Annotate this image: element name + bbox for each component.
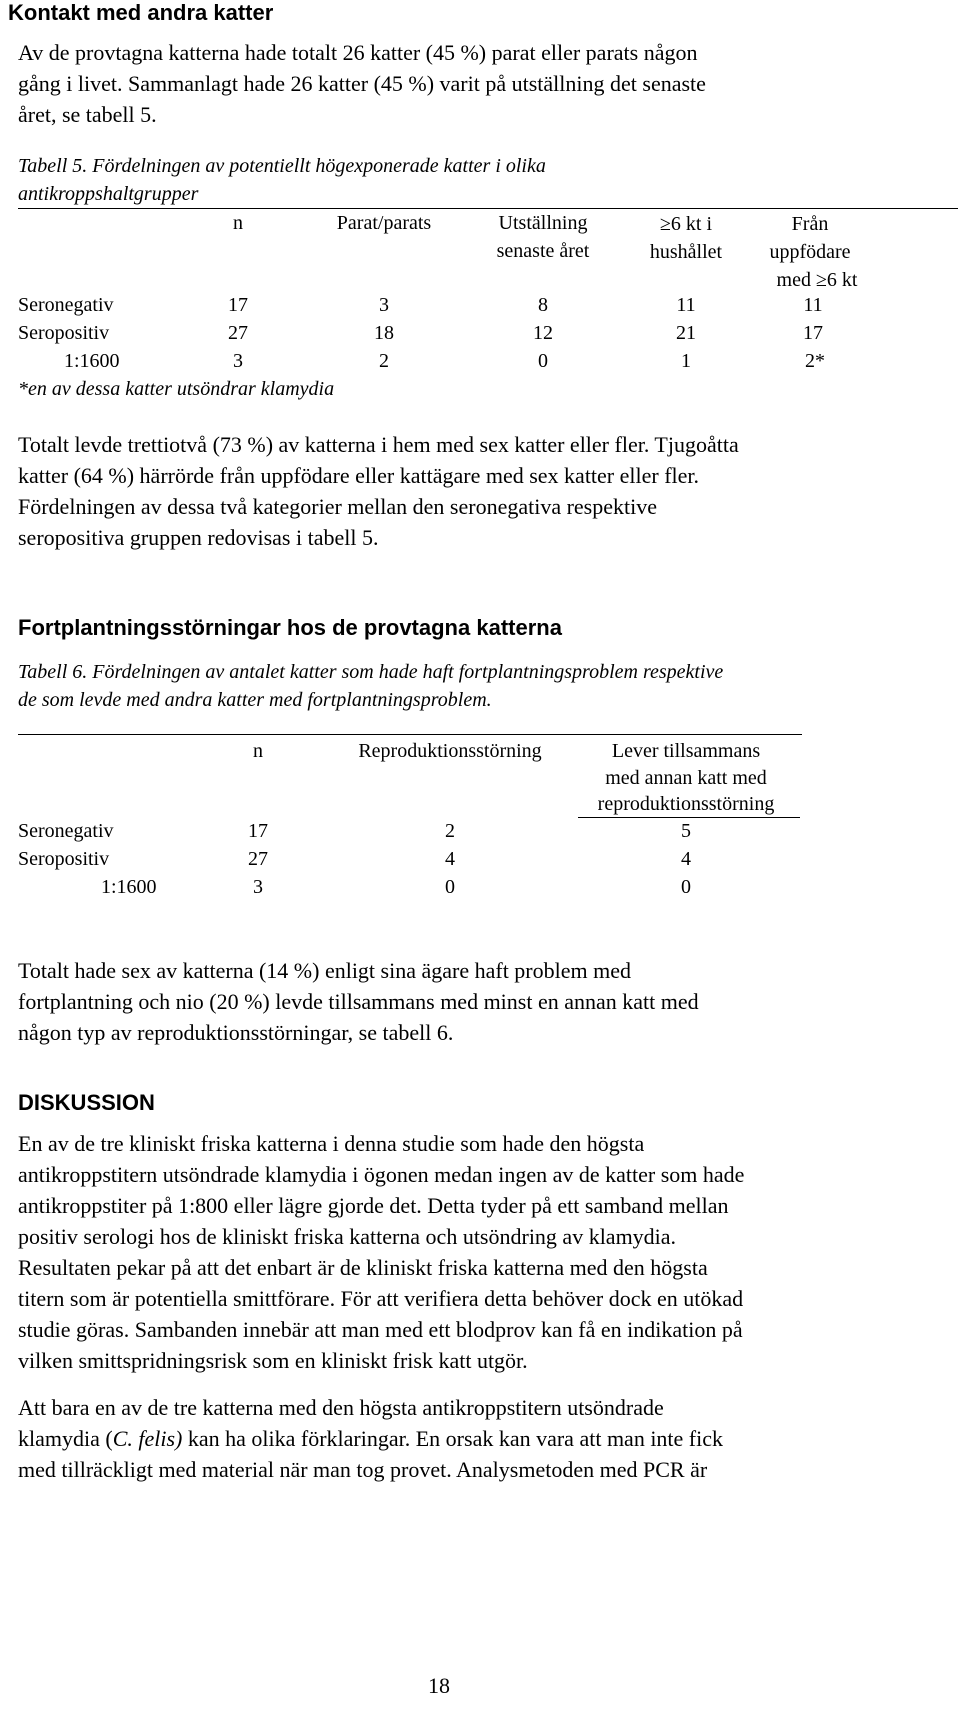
table5-cell: 12 — [533, 322, 553, 344]
table6-cell: 4 — [681, 848, 691, 870]
paragraph-diskussion-2 — [18, 1392, 723, 1485]
caption-line: Tabell 6. Fördelningen av antalet katter som hade haft fortplantningsproblem respektive — [18, 661, 724, 683]
table5-cell: 2* — [805, 350, 825, 372]
table6-cell: 3 — [253, 876, 263, 898]
table5-header-hush-1: ≥6 kt i — [659, 213, 713, 235]
table5-cell: 17 — [803, 322, 823, 344]
table6-header-lever-2: med annan katt med — [605, 767, 767, 789]
table6-row-label: Seronegativ — [18, 820, 114, 842]
table6-row-label: 1:1600 — [101, 876, 157, 898]
text-line: titern som är potentiella smittförare. För att verifiera detta behöver dock en utökad — [18, 1286, 744, 1311]
table5-cell: 3 — [233, 350, 243, 372]
table5-cell: 21 — [676, 322, 696, 344]
text-line: vilken smittspridningsrisk som en kliniskt frisk katt utgör. — [18, 1348, 528, 1373]
table5-caption — [18, 152, 546, 208]
text-segment: kan ha olika förklaringar. En orsak kan vara att man inte fick — [182, 1426, 724, 1451]
text-line: fortplantning och nio (20 %) levde tillsammans med minst en annan katt med — [18, 989, 699, 1014]
table6-cell: 0 — [445, 876, 455, 898]
text-line: Resultaten pekar på att det enbart är de kliniskt friska katterna med den högsta — [18, 1255, 708, 1280]
text-line: Totalt levde trettiotvå (73 %) av katterna i hem med sex katter eller fler. Tjugoåtta — [18, 432, 739, 457]
text-line: Att bara en av de tre katterna med den högsta antikroppstitern utsöndrade — [18, 1395, 664, 1420]
species-name: C. felis) — [112, 1426, 183, 1451]
table5-row-label: Seropositiv — [18, 322, 110, 344]
table6-cell: 5 — [681, 820, 691, 842]
table5-top-rule — [18, 208, 958, 209]
table5-footnote: *en av dessa katter utsöndrar klamydia — [18, 378, 335, 400]
text-line: antikroppstiter på 1:800 eller lägre gjorde det. Detta tyder på ett samband mellan — [18, 1193, 729, 1218]
table6-caption — [18, 658, 723, 714]
text-line: gång i livet. Sammanlagt hade 26 katter (45 %) varit på utställning det senaste — [18, 71, 706, 96]
table5-cell: 8 — [538, 294, 548, 316]
table6-cell: 17 — [248, 820, 268, 842]
table5-cell: 1 — [681, 350, 691, 372]
table6-cell: 2 — [445, 820, 455, 842]
table5-cell: 11 — [803, 294, 823, 316]
table6-cell: 0 — [681, 876, 691, 898]
page-number: 18 — [428, 1673, 450, 1698]
text-line: positiv serologi hos de kliniskt friska katterna och utsöndring av klamydia. — [18, 1224, 677, 1249]
section-heading-diskussion: DISKUSSION — [18, 1090, 155, 1115]
section-heading-kontakt: Kontakt med andra katter — [8, 0, 274, 25]
table6-top-rule — [18, 734, 802, 735]
text-segment: klamydia ( — [18, 1426, 113, 1451]
table5-cell: 27 — [228, 322, 248, 344]
text-line: En av de tre kliniskt friska katterna i denna studie som hade den högsta — [18, 1131, 645, 1156]
table5-cell: 0 — [538, 350, 548, 372]
text-line: med tillräckligt med material när man tog provet. Analysmetoden med PCR är — [18, 1457, 708, 1482]
table5-header-fran-3: med ≥6 kt — [776, 269, 858, 291]
table6-header-lever-1: Lever tillsammans — [611, 740, 761, 762]
text-line: Fördelningen av dessa två kategorier mellan den seronegativa respektive — [18, 494, 657, 519]
text-line: studie göras. Sambanden innebär att man med ett blodprov kan få en indikation på — [18, 1317, 743, 1342]
table6-header-underline — [578, 817, 800, 818]
table5-cell: 3 — [379, 294, 389, 316]
table5-header-fran-2: uppfödare — [769, 241, 851, 263]
table6-header-lever-3: reproduktionsstörning — [597, 793, 775, 815]
table6-row-label: Seropositiv — [18, 848, 110, 870]
table6-cell: 27 — [248, 848, 268, 870]
text-line: Totalt hade sex av katterna (14 %) enligt sina ägare haft problem med — [18, 958, 632, 983]
table6-header-n: n — [253, 740, 263, 762]
caption-line: de som levde med andra katter med fortplantningsproblem. — [18, 689, 492, 711]
paragraph-totalt-levde — [18, 429, 739, 553]
table5-row-label: Seronegativ — [18, 294, 114, 316]
table5-row-label: 1:1600 — [64, 350, 120, 372]
table5-cell: 2 — [379, 350, 389, 372]
table5-header-utst-1: Utställning — [498, 212, 588, 234]
table5-header-parat: Parat/parats — [336, 212, 432, 234]
paragraph-diskussion-1 — [18, 1128, 744, 1376]
caption-line: Tabell 5. Fördelningen av potentiellt högexponerade katter i olika — [18, 155, 546, 177]
table5-cell: 17 — [228, 294, 248, 316]
table5-cell: 18 — [374, 322, 394, 344]
caption-line: antikroppshaltgrupper — [18, 183, 199, 205]
text-line: året, se tabell 5. — [18, 102, 157, 127]
table6-header-repro: Reproduktionsstörning — [358, 740, 542, 762]
table5-header-n: n — [233, 212, 243, 234]
text-line: någon typ av reproduktionsstörningar, se tabell 6. — [18, 1020, 454, 1045]
section-heading-fortplantning: Fortplantningsstörningar hos de provtagna katterna — [18, 615, 562, 640]
paragraph-kontakt — [18, 37, 706, 130]
text-line: katter (64 %) härrörde från uppfödare eller kattägare med sex katter eller fler. — [18, 463, 700, 488]
table5-cell: 11 — [676, 294, 696, 316]
text-line: Av de provtagna katterna hade totalt 26 katter (45 %) parat eller parats någon — [18, 40, 698, 65]
table5-header-utst-2: senaste året — [496, 240, 590, 262]
text-line: seropositiva gruppen redovisas i tabell 5. — [18, 525, 379, 550]
text-line — [18, 1423, 723, 1454]
paragraph-totalt-hade — [18, 955, 699, 1048]
table6-cell: 4 — [445, 848, 455, 870]
table5-header-fran-1: Från — [791, 213, 829, 235]
text-line: antikroppstitern utsöndrade klamydia i ögonen medan ingen av de katter som hade — [18, 1162, 745, 1187]
table5-header-hush-2: hushållet — [649, 241, 723, 263]
